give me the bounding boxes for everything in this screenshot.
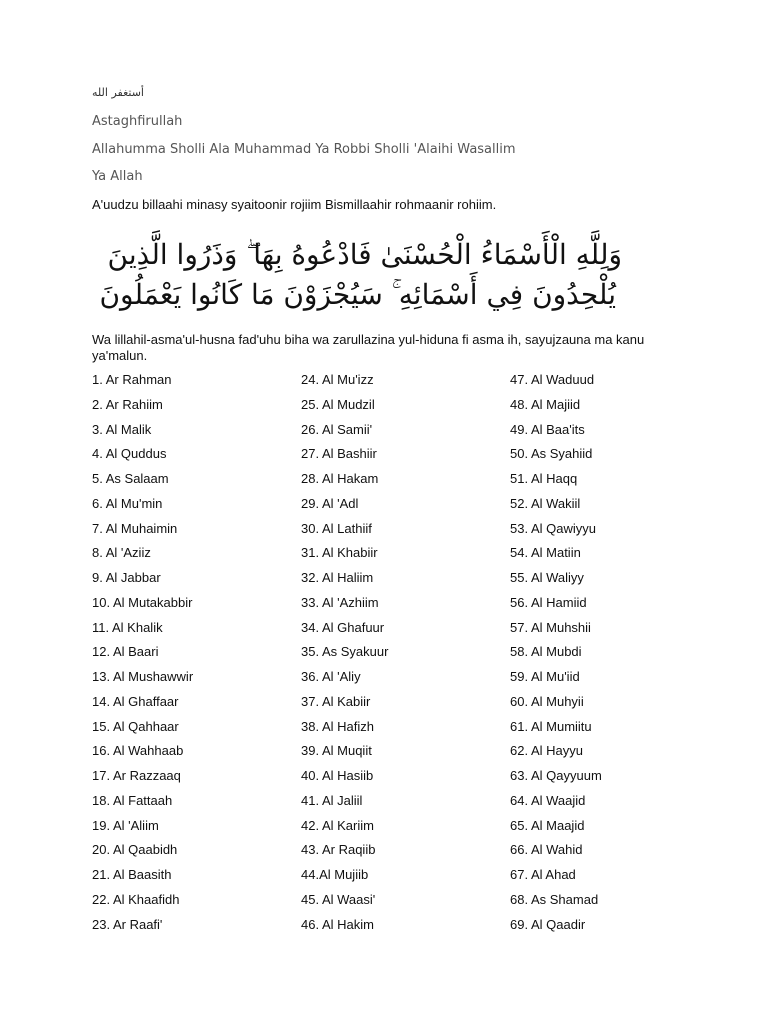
list-item: 35. As Syakuur (301, 644, 389, 660)
list-item: 47. Al Waduud (510, 372, 595, 387)
list-item: 15. Al Qahhaar (92, 718, 179, 734)
list-item: 12. Al Baari (92, 644, 159, 660)
list-item: 59. Al Mu'iid (510, 669, 580, 684)
list-item: 66. Al Wahid (510, 842, 583, 858)
list-item: 41. Al Jaliil (301, 792, 363, 808)
list-item: 28. Al Hakam (301, 471, 379, 486)
list-item: 58. Al Mubdi (510, 644, 582, 660)
list-item: 43. Ar Raqiib (301, 842, 376, 858)
list-item: 34. Al Ghafuur (301, 619, 385, 635)
list-item: 31. Al Khabiir (301, 545, 378, 561)
names-column-1 (92, 371, 193, 940)
list-item: 1. Ar Rahman (92, 372, 172, 387)
list-item: 33. Al 'Azhiim (301, 594, 379, 610)
list-item: 20. Al Qaabidh (92, 842, 178, 858)
taawudz-basmalah-line: A'uudzu billaahi minasy syaitoonir rojiim Bismillaahir rohmaanir rohiim. (92, 197, 497, 212)
ya-allah-line: Ya Allah (92, 169, 143, 184)
list-item: 42. Al Kariim (301, 817, 374, 833)
list-item: 68. As Shamad (510, 891, 599, 907)
list-item: 5. As Salaam (92, 471, 169, 486)
list-item: 6. Al Mu'min (92, 495, 163, 511)
list-item: 19. Al 'Aliim (92, 817, 159, 833)
list-item: 46. Al Hakim (301, 916, 374, 932)
list-item: 44.Al Mujiib (301, 867, 369, 882)
names-column-3 (510, 371, 602, 940)
list-item: 60. Al Muhyii (510, 693, 584, 709)
list-item: 18. Al Fattaah (92, 792, 173, 808)
list-item: 27. Al Bashiir (301, 446, 377, 462)
list-item: 23. Ar Raafi' (92, 916, 163, 932)
names-column-2 (301, 371, 388, 940)
list-item: 65. Al Maajid (510, 817, 585, 833)
arabic-verse-line-2: يُلْحِدُونَ فِي أَسْمَائِهِ ۚ سَيُجْزَوْنَ مَا كَانُوا يَعْمَلُونَ (99, 278, 616, 311)
list-item: 13. Al Mushawwir (92, 669, 194, 684)
verse-transliteration: Wa lillahil-asma'ul-husna fad'uhu biha wa zarullazina yul-hiduna fi asma ih, sayujzauna ma kanu ya'malun. (92, 332, 645, 363)
list-item: 48. Al Majiid (510, 396, 581, 412)
list-item: 38. Al Hafizh (301, 718, 374, 734)
list-item: 45. Al Waasi' (301, 891, 376, 907)
list-item: 63. Al Qayyuum (510, 768, 602, 783)
list-item: 64. Al Waajid (510, 792, 586, 808)
list-item: 52. Al Wakiil (510, 495, 581, 511)
list-item: 54. Al Matiin (510, 545, 581, 561)
list-item: 24. Al Mu'izz (301, 372, 374, 387)
list-item: 57. Al Muhshii (510, 619, 591, 635)
list-item: 8. Al 'Aziiz (92, 545, 151, 561)
list-item: 16. Al Wahhaab (92, 743, 184, 759)
list-item: 25. Al Mudzil (301, 396, 375, 412)
list-item: 7. Al Muhaimin (92, 520, 178, 536)
list-item: 32. Al Haliim (301, 570, 374, 585)
astaghfirullah-line: Astaghfirullah (92, 114, 183, 129)
list-item: 56. Al Hamiid (510, 594, 587, 610)
list-item: 21. Al Baasith (92, 867, 172, 882)
list-item: 53. Al Qawiyyu (510, 520, 596, 536)
list-item: 62. Al Hayyu (510, 743, 583, 759)
list-item: 11. Al Khalik (92, 619, 163, 635)
list-item: 3. Al Malik (92, 421, 152, 437)
list-item: 14. Al Ghaffaar (92, 693, 179, 709)
list-item: 37. Al Kabiir (301, 693, 371, 709)
list-item: 9. Al Jabbar (92, 570, 161, 585)
list-item: 26. Al Samii' (301, 421, 373, 437)
arabic-istighfar: أستغفر الله (92, 86, 144, 99)
list-item: 30. Al Lathiif (301, 520, 372, 536)
list-item: 2. Ar Rahiim (92, 396, 163, 412)
asmaul-husna-list (92, 371, 752, 941)
list-item: 51. Al Haqq (510, 471, 578, 486)
list-item: 10. Al Mutakabbir (92, 594, 193, 610)
list-item: 36. Al 'Aliy (301, 669, 361, 684)
list-item: 39. Al Muqiit (301, 743, 372, 759)
list-item: 61. Al Mumiitu (510, 718, 592, 734)
arabic-verse-line-1: وَلِلَّهِ الْأَسْمَاءُ الْحُسْنَىٰ فَادْعُوهُ بِهَا ۖ وَذَرُوا الَّذِينَ (107, 238, 622, 271)
list-item: 69. Al Qaadir (510, 916, 586, 932)
list-item: 50. As Syahiid (510, 446, 593, 462)
list-item: 4. Al Quddus (92, 446, 167, 462)
list-item: 22. Al Khaafidh (92, 891, 180, 907)
list-item: 55. Al Waliyy (510, 570, 584, 585)
list-item: 17. Ar Razzaaq (92, 768, 181, 783)
sholawat-line: Allahumma Sholli Ala Muhammad Ya Robbi Sholli 'Alaihi Wasallim (92, 142, 516, 157)
list-item: 29. Al 'Adl (301, 495, 359, 511)
list-item: 40. Al Hasiib (301, 768, 374, 783)
list-item: 67. Al Ahad (510, 867, 576, 882)
list-item: 49. Al Baa'its (510, 421, 585, 437)
